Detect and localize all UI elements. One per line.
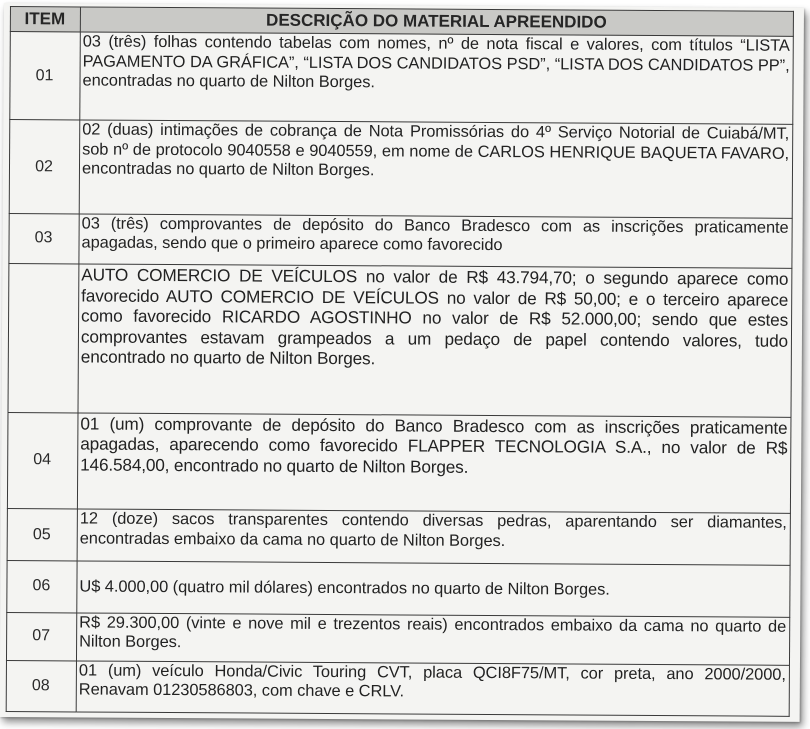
item-description: AUTO COMERCIO DE VEÍCULOS no valor de R$ 43.794,70; o segundo aparece como favorecido AUTO COMERCIO DE VEÍCULOS no valor de R$ 50,00; e o terceiro aparece como favorecido RICARDO AGOSTINHO no valor de R$ 52.000,00; sendo que estes comprovantes estavam grampeados a um pedaço de papel contendo valores, tudo encontrado no quarto de Nilton Borges. (78, 264, 792, 417)
item-number: 01 (10, 32, 81, 121)
item-description: U$ 4.000,00 (quatro mil dólares) encontrados no quarto de Nilton Borges. (77, 561, 790, 617)
item-description: 03 (três) folhas contendo tabelas com nomes, nº de nota fiscal e valores, com títulos “LISTA PAGAMENTO DA GRÁFICA”, “LISTA DOS CANDIDATOS PSD”, “LISTA DOS CANDIDATOS PP”, encontradas no quarto de Nilton Borges. (80, 32, 794, 125)
item-description: 02 (duas) intimações de cobrança de Nota Promissórias do 4º Serviço Notorial de Cuiabá/MT, sob nº de protocolo 9040558 e 9040559, em nome de CARLOS HENRIQUE BAQUETA FAVARO, encontradas no quarto de Nilton Borges. (79, 120, 793, 218)
table-row (7, 509, 790, 566)
header-description: DESCRIÇÃO DO MATERIAL APREENDIDO (80, 7, 793, 36)
item-number: 03 (9, 213, 79, 264)
item-number: 08 (6, 660, 76, 712)
item-description: 12 (doze) sacos transparentes contendo diversas pedras, aparentando ser diamantes, encontradas embaixo da cama no quarto de Nilton Borges. (77, 509, 790, 566)
item-description: 01 (um) comprovante de depósito do Banco Bradesco com as inscrições praticamente apagadas, aparecendo como favorecido FLAPPER TECNOLOGIA S.A., no valor de R$ 146.584,00, encontrado no quarto de Nilton Borges. (77, 413, 791, 514)
table-row (7, 412, 791, 513)
item-number: 07 (6, 612, 76, 661)
header-item: ITEM (10, 7, 80, 32)
table-row (9, 213, 792, 268)
item-number: 05 (7, 509, 77, 562)
item-description: 01 (um) veículo Honda/Civic Touring CVT, placa QCI8F75/MT, cor preta, ano 2000/2000, Renavam 01230586803, com chave e CRLV. (76, 661, 789, 717)
item-number: 04 (7, 412, 78, 509)
item-description: R$ 29.300,00 (vinte e nove mil e trezentos reais) encontrados embaixo da cama no quarto de Nilton Borges. (76, 612, 789, 665)
table-row (6, 612, 789, 665)
seized-material-table (6, 6, 794, 717)
item-number: 02 (9, 120, 80, 214)
table-row (6, 660, 789, 716)
table-row (7, 561, 790, 617)
table-row (10, 32, 794, 125)
item-number: 06 (7, 561, 77, 613)
table-row (9, 120, 793, 218)
item-number (8, 264, 79, 413)
item-description: 03 (três) comprovantes de depósito do Banco Bradesco com as inscrições praticamente apagadas, sendo que o primeiro aparece como favorecido (79, 214, 792, 269)
document-page (0, 3, 804, 722)
table-row (8, 264, 792, 417)
